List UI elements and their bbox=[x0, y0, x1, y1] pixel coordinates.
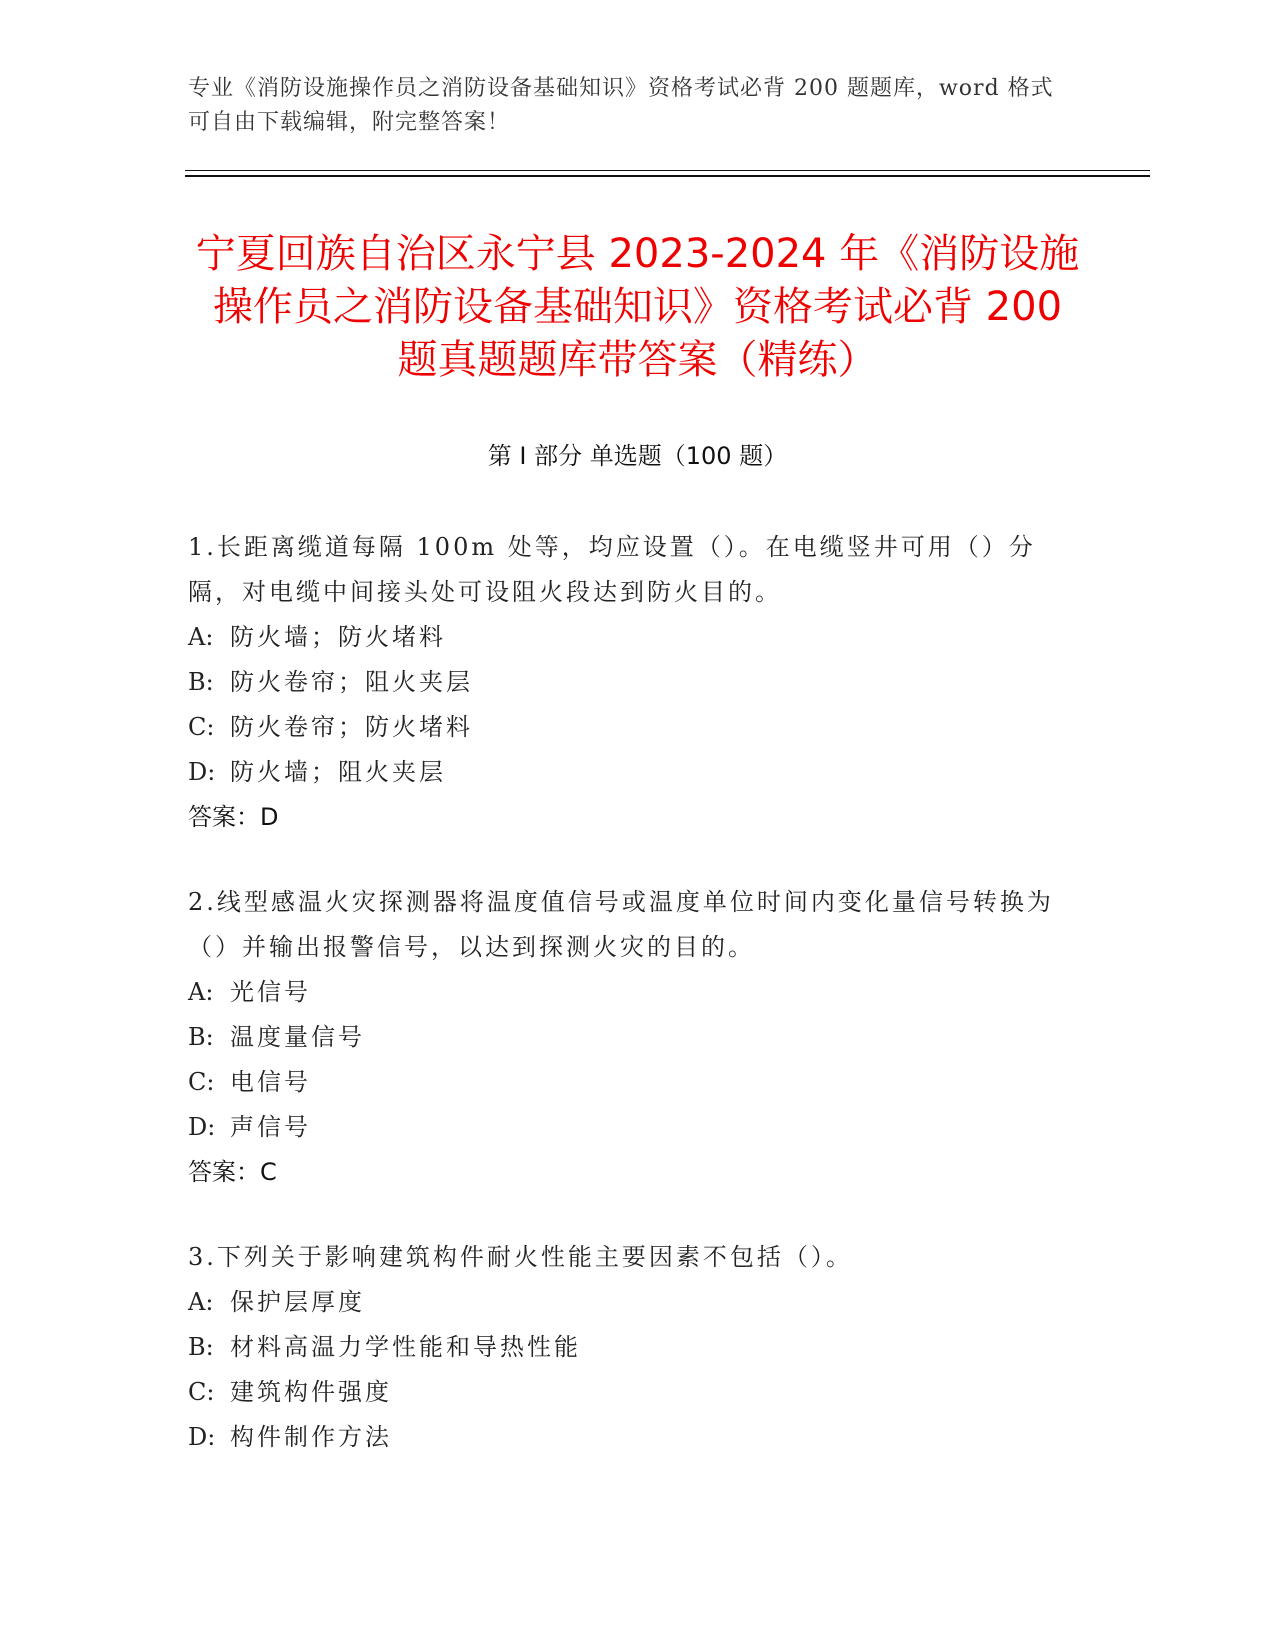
question-list bbox=[188, 525, 1068, 1500]
option-b bbox=[188, 1015, 1068, 1060]
option-key: C: bbox=[188, 713, 215, 741]
question-item bbox=[188, 1235, 1068, 1460]
option-key: C: bbox=[188, 1068, 215, 1096]
option-text: 声信号 bbox=[230, 1113, 311, 1141]
option-text: 防火墙；防火堵料 bbox=[230, 623, 446, 651]
option-text: 防火卷帘；阻火夹层 bbox=[230, 668, 473, 696]
option-d bbox=[188, 1105, 1068, 1150]
option-c bbox=[188, 1370, 1068, 1415]
option-key: C: bbox=[188, 1378, 215, 1406]
option-text: 防火卷帘；防火堵料 bbox=[230, 713, 473, 741]
option-b bbox=[188, 1325, 1068, 1370]
question-item bbox=[188, 525, 1068, 840]
option-d bbox=[188, 1415, 1068, 1460]
option-key: D: bbox=[188, 758, 216, 786]
option-text: 保护层厚度 bbox=[230, 1288, 365, 1316]
document-title: 宁夏回族自治区永宁县 2023-2024 年《消防设施操作员之消防设备基础知识》资格考试必背 200 题真题题库带答案（精练） bbox=[195, 231, 1080, 383]
question-text: 3.下列关于影响建筑构件耐火性能主要因素不包括（）。 bbox=[188, 1243, 853, 1271]
option-key: B: bbox=[188, 1333, 214, 1361]
question-text: 2.线型感温火灾探测器将温度值信号或温度单位时间内变化量信号转换为（）并输出报警信号，以达到探测火灾的目的。 bbox=[188, 888, 1054, 961]
option-d bbox=[188, 750, 1068, 795]
question-text: 1.长距离缆道每隔 100m 处等，均应设置（）。在电缆竖井可用（）分隔，对电缆中间接头处可设阻火段达到防火目的。 bbox=[188, 533, 1036, 606]
option-c bbox=[188, 705, 1068, 750]
option-key: B: bbox=[188, 668, 214, 696]
option-text: 材料高温力学性能和导热性能 bbox=[230, 1333, 581, 1361]
option-key: A: bbox=[188, 1288, 214, 1316]
option-key: D: bbox=[188, 1113, 216, 1141]
header-divider-thin bbox=[185, 170, 1150, 171]
option-key: A: bbox=[188, 623, 214, 651]
option-a bbox=[188, 615, 1068, 660]
option-text: 温度量信号 bbox=[230, 1023, 365, 1051]
header-divider-thick bbox=[185, 175, 1150, 177]
option-key: A: bbox=[188, 978, 214, 1006]
header-note: 专业《消防设施操作员之消防设备基础知识》资格考试必背 200 题题库，word 格式可自由下载编辑，附完整答案！ bbox=[188, 76, 1054, 135]
option-b bbox=[188, 660, 1068, 705]
section-heading: 第 I 部分 单选题（100 题） bbox=[487, 442, 788, 470]
option-text: 构件制作方法 bbox=[230, 1423, 392, 1451]
option-text: 建筑构件强度 bbox=[230, 1378, 392, 1406]
option-key: B: bbox=[188, 1023, 214, 1051]
option-key: D: bbox=[188, 1423, 216, 1451]
option-c bbox=[188, 1060, 1068, 1105]
option-text: 光信号 bbox=[230, 978, 311, 1006]
answer-line: 答案：D bbox=[188, 803, 279, 831]
option-text: 电信号 bbox=[230, 1068, 311, 1096]
option-a bbox=[188, 970, 1068, 1015]
answer-line: 答案：C bbox=[188, 1158, 277, 1186]
option-text: 防火墙；阻火夹层 bbox=[230, 758, 446, 786]
question-item bbox=[188, 880, 1068, 1195]
option-a bbox=[188, 1280, 1068, 1325]
